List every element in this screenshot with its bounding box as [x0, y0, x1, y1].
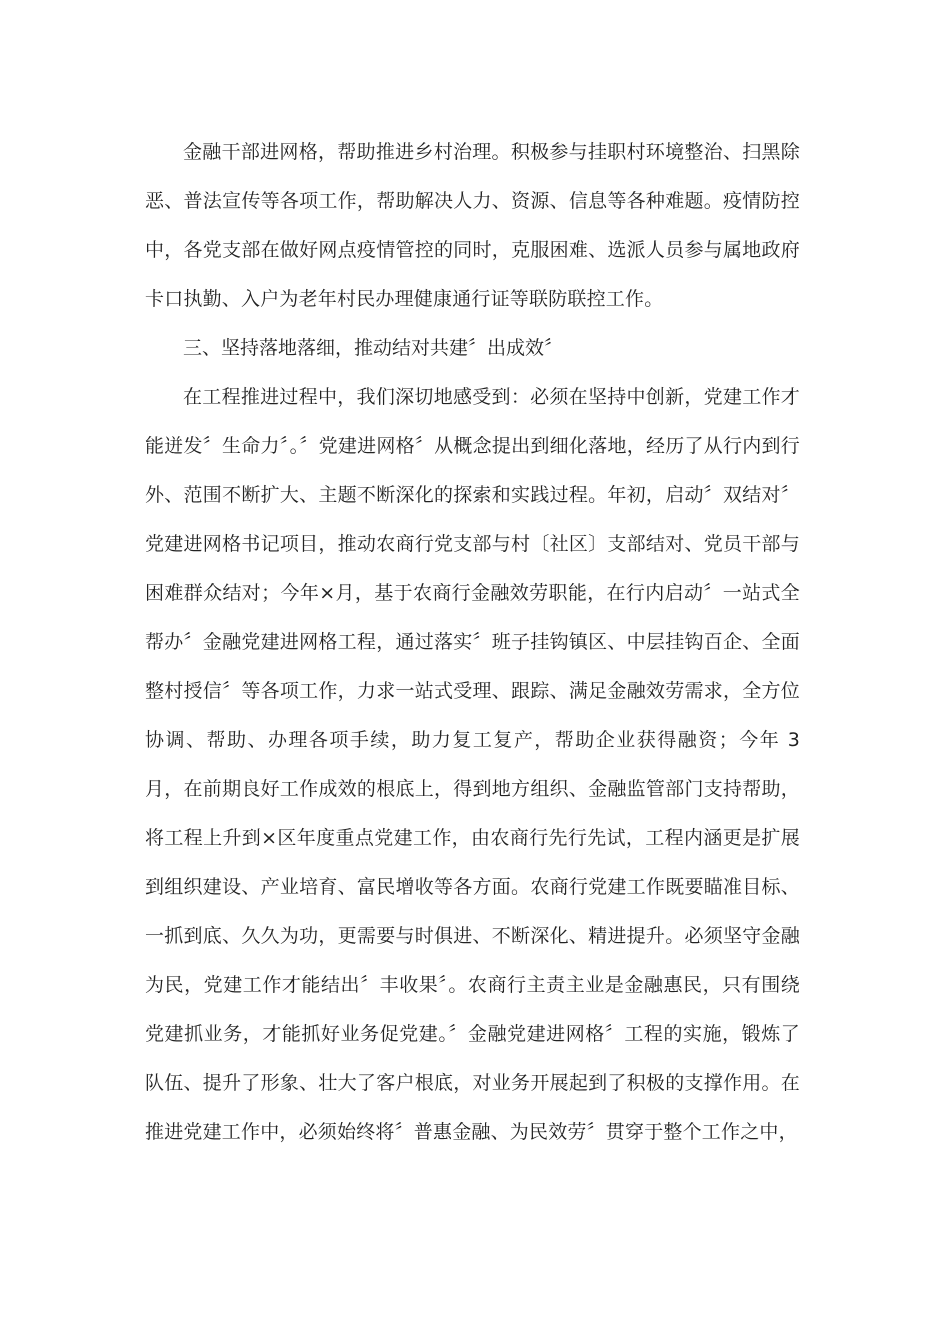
paragraph-project-progress: 在工程推进过程中，我们深切地感受到：必须在坚持中创新，党建工作才能迸发〞生命力〞。〞党建进网格〞从概念提出到细化落地，经历了从行内到行外、范围不断扩大、主题不断深化的探索和实践过程。年初，启动〞双结对〞党建进网格书记项目，推动农商行党支部与村〔社区〕支部结对、党员干部与困难群众结对；今年×月，基于农商行金融效劳职能，在行内启动〞一站式全帮办〞金融党建进网格工程，通过落实〞班子挂钩镇区、中层挂钩百企、全面整村授信〞等各项工作，力求一站式受理、跟踪、满足金融效劳需求，全方位协调、帮助、办理各项手续，助力复工复产，帮助企业获得融资；今年 3 月，在前期良好工作成效的根底上，得到地方组织、金融监管部门支持帮助，将工程上升到×区年度重点党建工作，由农商行先行先试，工程内涵更是扩展到组织建设、产业培育、富民增收等各方面。农商行党建工作既要瞄准目标、一抓到底、久久为功，更需要与时俱进、不断深化、精进提升。必须坚守金融为民，党建工作才能结出〞丰收果〞。农商行主责主业是金融惠民，只有围绕党建抓业务，才能抓好业务促党建。〞金融党建进网格〞工程的实施，锻炼了队伍、提升了形象、壮大了客户根底，对业务开展起到了积极的支撑作用。在推进党建工作中，必须始终将〞普惠金融、为民效劳〞贯穿于整个工作之中， — [145, 386, 800, 1143]
document-body — [145, 128, 800, 1157]
paragraph-financial-cadres: 金融干部进网格，帮助推进乡村治理。积极参与挂职村环境整治、扫黑除恶、普法宣传等各项工作，帮助解决人力、资源、信息等各种难题。疫情防控中，各党支部在做好网点疫情管控的同时，克服困难、选派人员参与属地政府卡口执勤、入户为老年村民办理健康通行证等联防联控工作。 — [145, 141, 800, 310]
section-heading-three: 三、坚持落地落细，推动结对共建〞出成效〞 — [183, 337, 564, 359]
